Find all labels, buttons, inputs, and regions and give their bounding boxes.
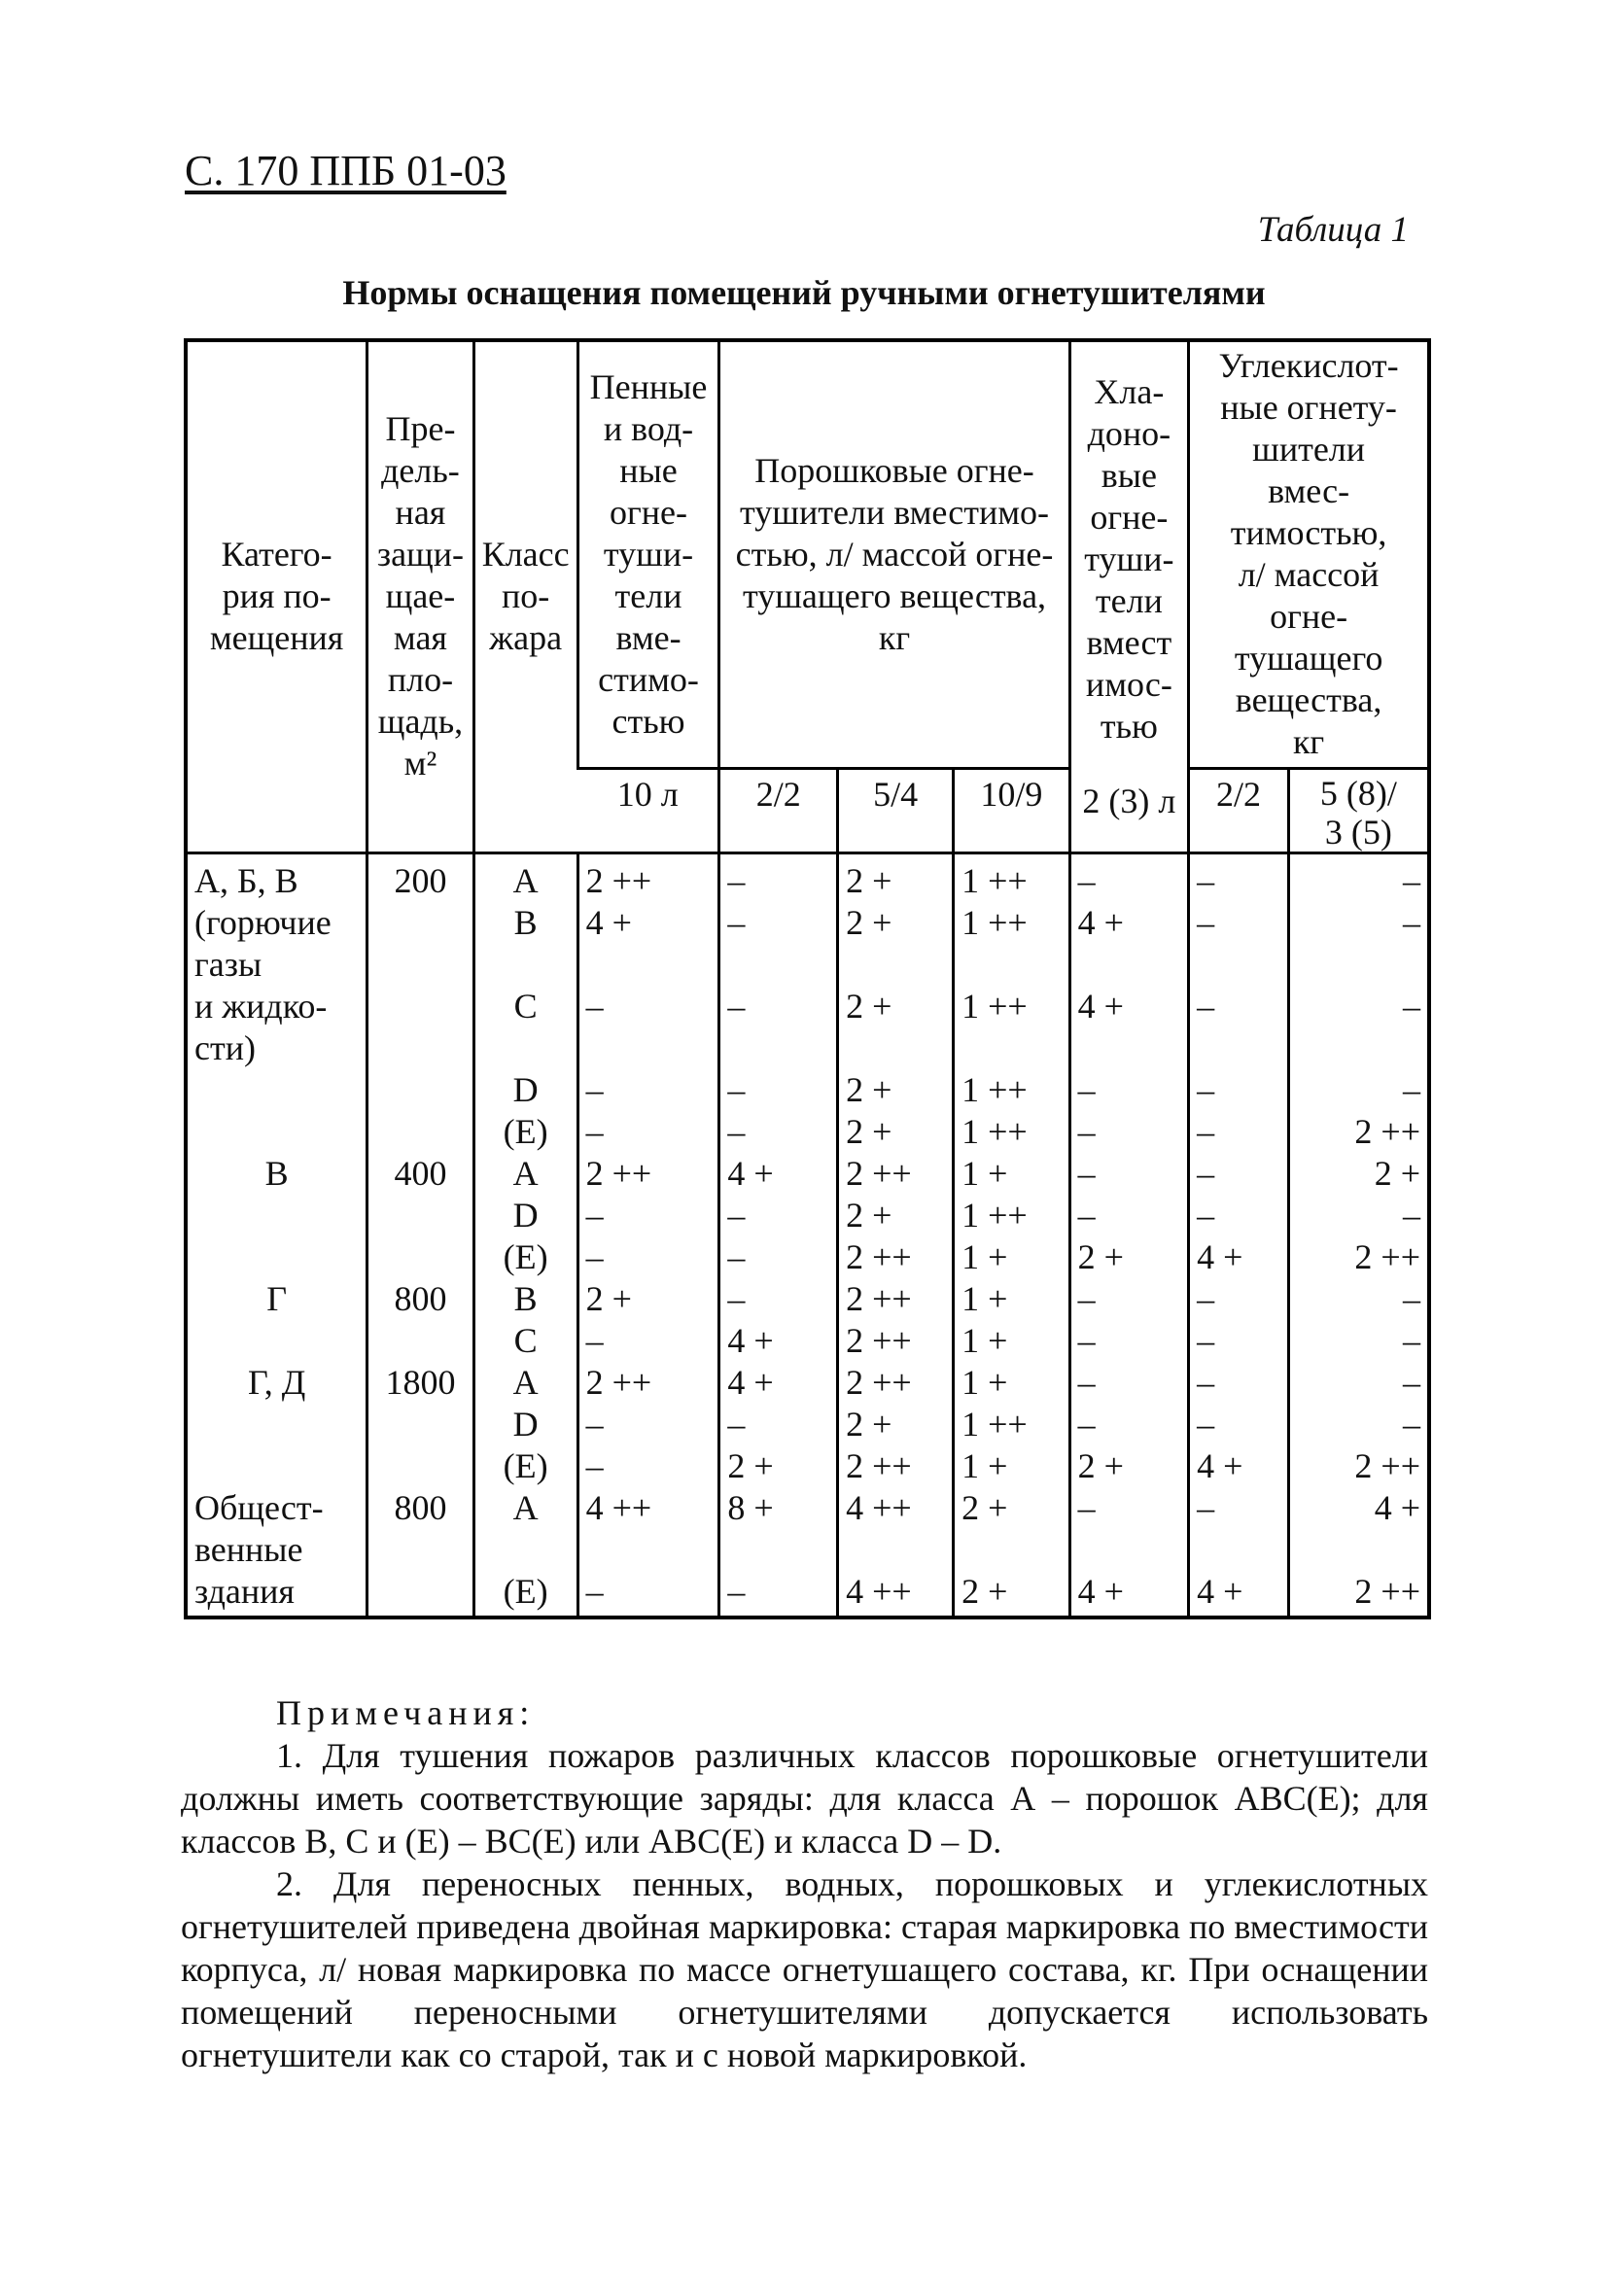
foam-cell: 2 ++ – – <box>585 1153 652 1276</box>
powder-5-4-cell: 2 ++ 2 + 2 ++ <box>846 1153 912 1276</box>
co2-5-3-cell: – – – – 2 ++ <box>1354 860 1420 1151</box>
col-area <box>367 852 474 1618</box>
powder-5-4-cell: 2 ++ 2 ++ <box>846 1278 912 1360</box>
header-category: Катего- рия по- мещения <box>186 340 367 852</box>
fire-class-cell: А D (Е) <box>503 1153 548 1276</box>
category-gd: Г, Д <box>247 1362 306 1402</box>
powder-2-2-cell: – – – – – <box>727 860 746 1151</box>
table-title: Нормы оснащения помещений ручными огнетушителями <box>342 273 1266 312</box>
notes-section <box>181 1691 1428 2076</box>
header-foam: Пенные и вод- ные огне- туши- тели вме- стимо- стью <box>577 340 719 768</box>
col-foam <box>577 852 719 1618</box>
co2-2-2-cell: – – <box>1197 1278 1215 1360</box>
fire-class-cell: А В С D (Е) <box>503 860 548 1151</box>
powder-10-9-cell: 1 ++ 1 ++ 1 ++ 1 ++ 1 ++ <box>961 860 1028 1151</box>
area-value: 800 <box>394 1487 447 1527</box>
halon-cell: – 4 + <box>1077 1487 1124 1611</box>
co2-2-2-cell: – – 4 + <box>1197 1153 1243 1276</box>
table-number: Таблица 1 <box>1257 210 1409 250</box>
powder-10-9-cell: 1 + 1 + <box>961 1278 1008 1360</box>
header-fire-class: Класс по- жара <box>473 340 577 852</box>
category-public: Общест- венные здания <box>194 1487 324 1611</box>
co2-2-2-cell: – – – – – <box>1197 860 1215 1151</box>
co2-5-3-cell: – – <box>1403 1278 1420 1360</box>
fire-class-cell: А (Е) <box>503 1487 548 1611</box>
extinguisher-norms-table <box>184 338 1431 1619</box>
foam-cell: 4 ++ – <box>585 1487 652 1611</box>
col-co2-5-3 <box>1288 852 1429 1618</box>
header-powder-5-4: 5/4 <box>838 768 954 852</box>
header-foam-sub: 10 л <box>577 768 719 852</box>
foam-cell: 2 ++ 4 + – – – <box>585 860 652 1151</box>
co2-5-3-cell: 2 + – 2 ++ <box>1354 1153 1420 1276</box>
header-halon <box>1069 340 1189 852</box>
co2-2-2-cell: – – 4 + <box>1197 1362 1243 1485</box>
foam-cell: 2 ++ – – <box>585 1362 652 1485</box>
notes-heading: Примечания: <box>276 1693 536 1732</box>
co2-5-3-cell: 4 + 2 ++ <box>1354 1487 1420 1611</box>
header-halon-label: Хла- доно- вые огне- туши- тели вмест имос- тью <box>1084 372 1174 746</box>
header-co2-2-2: 2/2 <box>1189 768 1289 852</box>
fire-class-cell: А D (Е) <box>503 1362 548 1485</box>
col-halon <box>1069 852 1189 1618</box>
area-value: 1800 <box>385 1362 456 1402</box>
note-2: 2. Для переносных пенных, водных, порошковых и углекислотных огнетушителей приведена двойная маркировка: старая маркировка по вместимости корпуса, л/ новая маркировка по массе огнетушащего состава, кг. При оснащении помещений переносными огнетушителями допускается использовать огнетушители как со старой, так и с новой маркировкой. <box>181 1864 1428 2074</box>
powder-2-2-cell: – 4 + <box>727 1278 774 1360</box>
category-g: Г <box>266 1278 287 1318</box>
header-area: Пре- дель- ная защи- щае- мая пло- щадь, м² <box>367 340 474 852</box>
halon-cell: – – 2 + <box>1077 1153 1124 1276</box>
powder-5-4-cell: 2 ++ 2 + 2 ++ <box>846 1362 912 1485</box>
category-abv: А, Б, В (горючие газы и жидко- сти) <box>194 860 332 1067</box>
area-value: 200 <box>394 860 447 900</box>
powder-2-2-cell: 4 + – 2 + <box>727 1362 774 1485</box>
powder-5-4-cell: 4 ++ 4 ++ <box>846 1487 912 1611</box>
fire-class-cell: В С <box>513 1278 538 1360</box>
col-fire-class <box>473 852 577 1618</box>
col-co2-2-2 <box>1189 852 1289 1618</box>
co2-5-3-cell: – – 2 ++ <box>1354 1362 1420 1485</box>
header-co2-5-3: 5 (8)/ 3 (5) <box>1288 768 1429 852</box>
powder-10-9-cell: 1 + 1 ++ 1 + <box>961 1362 1028 1485</box>
col-powder-2-2 <box>719 852 838 1618</box>
halon-cell: – 4 + 4 + – – <box>1077 860 1124 1151</box>
powder-10-9-cell: 2 + 2 + <box>961 1487 1008 1611</box>
note-1: 1. Для тушения пожаров различных классов порошковые огнетушители должны иметь соответствующие заряды: для класса А – порошок АВС(Е); для классов В, С и (Е) – ВС(Е) или АВС(Е) и класса D – D. <box>181 1736 1428 1861</box>
category-v: В <box>264 1153 289 1193</box>
col-powder-5-4 <box>838 852 954 1618</box>
area-value: 400 <box>394 1153 447 1193</box>
header-powder-10-9: 10/9 <box>954 768 1070 852</box>
powder-10-9-cell: 1 + 1 ++ 1 + <box>961 1153 1028 1276</box>
co2-2-2-cell: – 4 + <box>1197 1487 1243 1611</box>
header-co2: Углекислот- ные огнету- шители вмес- тимостью, л/ массой огне- тушащего вещества, кг <box>1189 340 1429 768</box>
powder-5-4-cell: 2 + 2 + 2 + 2 + 2 + <box>846 860 892 1151</box>
header-powder-2-2: 2/2 <box>719 768 838 852</box>
halon-cell: – – <box>1077 1278 1096 1360</box>
header-powder: Порошковые огне- тушители вместимо- стью, л/ массой огне- тушащего вещества, кг <box>719 340 1069 768</box>
col-category <box>186 852 367 1618</box>
header-halon-sub: 2 (3) л <box>1082 782 1176 820</box>
col-powder-10-9 <box>954 852 1070 1618</box>
halon-cell: – – 2 + <box>1077 1362 1124 1485</box>
foam-cell: 2 + – <box>585 1278 632 1360</box>
powder-2-2-cell: 4 + – – <box>727 1153 774 1276</box>
page-reference: С. 170 ППБ 01-03 <box>185 147 507 194</box>
area-value: 800 <box>394 1278 447 1318</box>
powder-2-2-cell: 8 + – <box>727 1487 774 1611</box>
